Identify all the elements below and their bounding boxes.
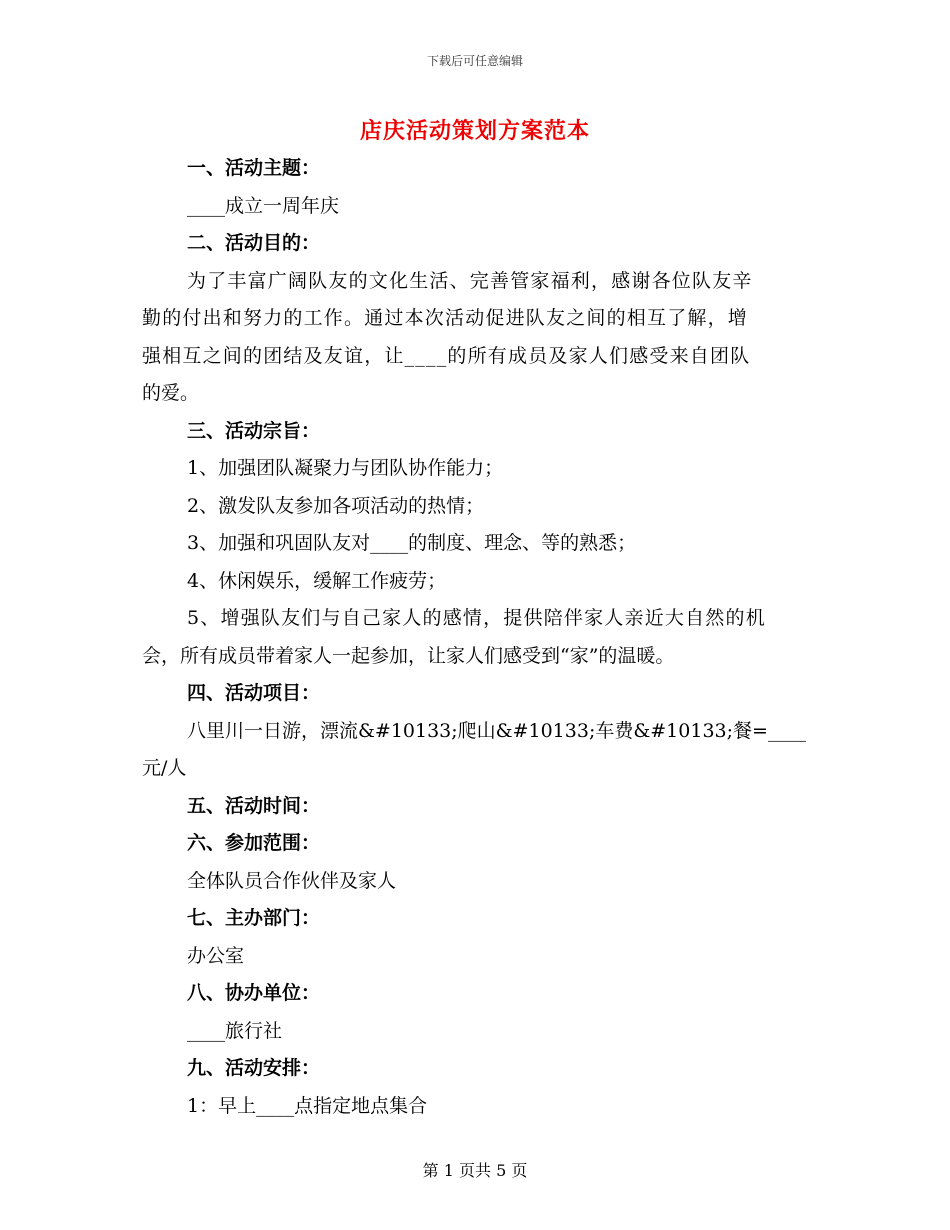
aim-item: 1、加强团队凝聚力与团队协作能力； (187, 457, 504, 479)
aim-item: 5、增强队友们与自己家人的感情，提供陪伴家人亲近大自然的机 (187, 607, 766, 629)
purpose-paragraph-line: 强相互之间的团结及友谊，让____的所有成员及家人们感受来自团队 (142, 344, 751, 367)
section-heading-aims: 三、活动宗旨： (187, 419, 321, 442)
aim-item: 3、加强和巩固队友对____的制度、理念、等的熟悉； (187, 532, 637, 554)
section-heading-time: 五、活动时间： (187, 794, 321, 817)
header-note: 下载后可任意编辑 (426, 54, 523, 68)
projects-text: 八里川一日游，漂流&#10133;爬山&#10133;车费&#10133;餐=____ (187, 719, 806, 742)
schedule-item: 1：早上____点指定地点集合 (187, 1094, 428, 1117)
scope-text: 全体队员合作伙伴及家人 (187, 869, 397, 892)
section-heading-organizer: 七、主办部门： (187, 907, 321, 929)
aim-item: 2、激发队友参加各项活动的热情； (187, 494, 485, 517)
aim-item: 4、休闲娱乐，缓解工作疲劳； (187, 569, 447, 592)
section-heading-purpose: 二、活动目的： (187, 232, 321, 254)
section-heading-projects: 四、活动项目： (187, 682, 321, 704)
section-heading-schedule: 九、活动安排： (187, 1057, 321, 1079)
aim-item-continuation: 会，所有成员带着家人一起参加，让家人们感受到“家”的温暖。 (142, 644, 675, 667)
organizer-text: 办公室 (187, 944, 245, 967)
document-body (142, 150, 807, 1125)
theme-text: ____成立一周年庆 (187, 194, 340, 217)
page-footer: 第 1 页共 5 页 (422, 1161, 528, 1180)
purpose-paragraph-line: 勤的付出和努力的工作。通过本次活动促进队友之间的相互了解，增 (142, 307, 749, 329)
section-heading-theme: 一、活动主题： (187, 157, 321, 179)
document-title: 店庆活动策划方案范本 (359, 118, 590, 144)
projects-text-continuation: 元/人 (142, 757, 187, 779)
co-organizer-text: ____旅行社 (187, 1019, 283, 1042)
purpose-paragraph-line: 的爱。 (142, 382, 200, 404)
purpose-paragraph-line: 为了丰富广阔队友的文化生活、完善管家福利，感谢各位队友辛 (187, 269, 753, 292)
section-heading-scope: 六、参加范围： (187, 832, 321, 854)
section-heading-co-organizer: 八、协办单位： (187, 982, 321, 1004)
